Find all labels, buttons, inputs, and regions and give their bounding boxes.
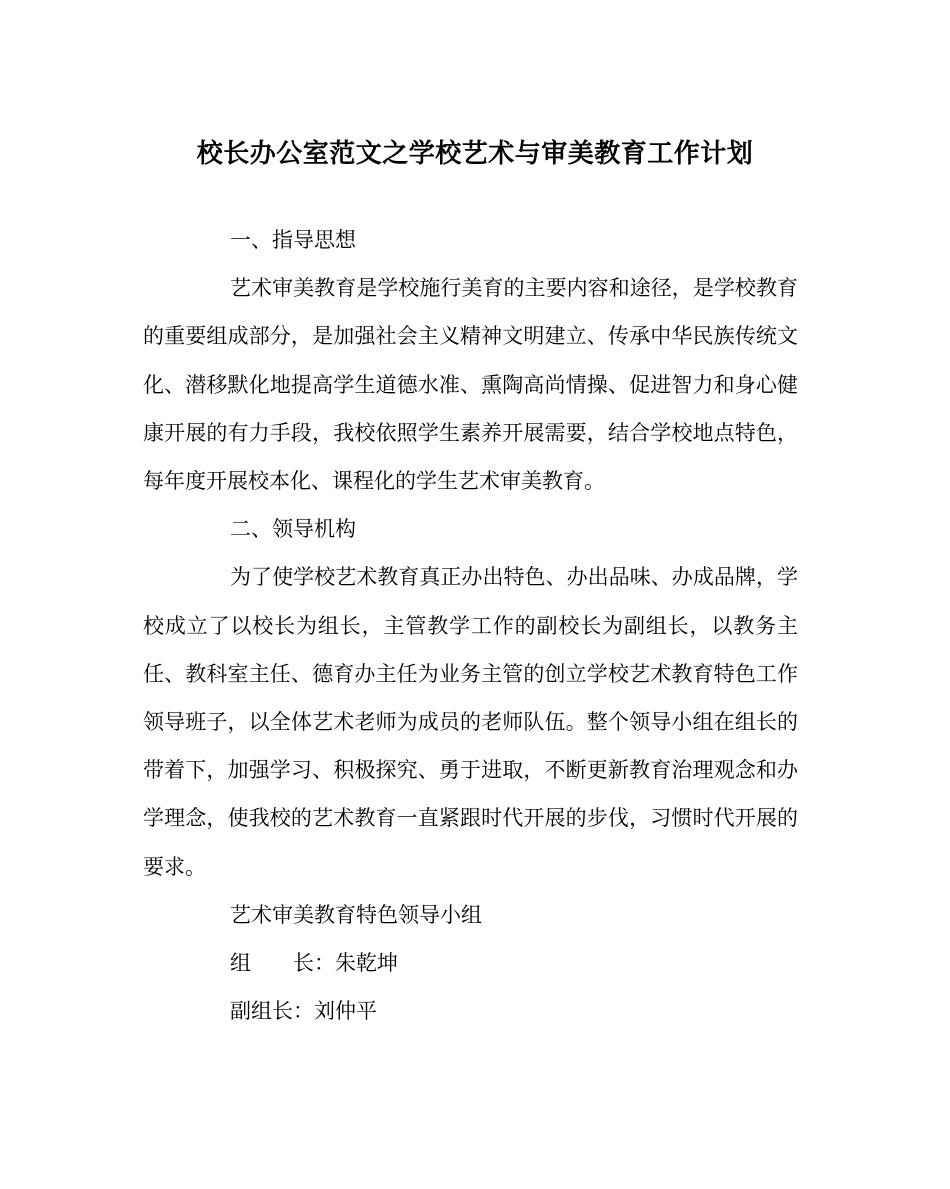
section-heading-leadership: 二、领导机构 — [230, 517, 356, 542]
deputy-line — [143, 987, 798, 1035]
leader-label-first: 组 — [230, 951, 251, 976]
section-heading-guiding-ideology: 一、指导思想 — [230, 228, 356, 252]
leader-label-second: 长： — [293, 951, 335, 976]
leader-name: 朱乾坤 — [335, 951, 398, 976]
deputy-name: 刘仲平 — [314, 999, 377, 1024]
deputy-label: 副组长： — [230, 999, 314, 1024]
paragraph-guiding-ideology: 艺术审美教育是学校施行美育的主要内容和途径，是学校教育的重要组成部分，是加强社会主义精神文明建立、传承中华民族传统文化、潜移默化地提高学生道德水准、熏陶高尚情操、促进智力和身心健康开展的有力手段，我校依照学生素养开展需要，结合学校地点特色，每年度开展校本化、课程化的学生艺术审美教育。 — [143, 276, 798, 494]
paragraph-leadership: 为了使学校艺术教育真正办出特色、办出品味、办成品牌，学校成立了以校长为组长，主管教学工作的副校长为副组长，以教务主任、教科室主任、德育办主任为业务主管的创立学校艺术教育特色工作领导班子，以全体艺术老师为成员的老师队伍。整个领导小组在组长的带着下，加强学习、积极探究、勇于进取，不断更新教育治理观念和办学理念，使我校的艺术教育一直紧跟时代开展的步伐，习惯时代开展的要求。 — [143, 565, 798, 879]
document-body — [143, 216, 798, 1035]
leader-line — [143, 939, 798, 987]
document-title: 校长办公室范文之学校艺术与审美教育工作计划 — [196, 139, 754, 169]
section-heading-leading-group: 艺术审美教育特色领导小组 — [230, 902, 482, 927]
